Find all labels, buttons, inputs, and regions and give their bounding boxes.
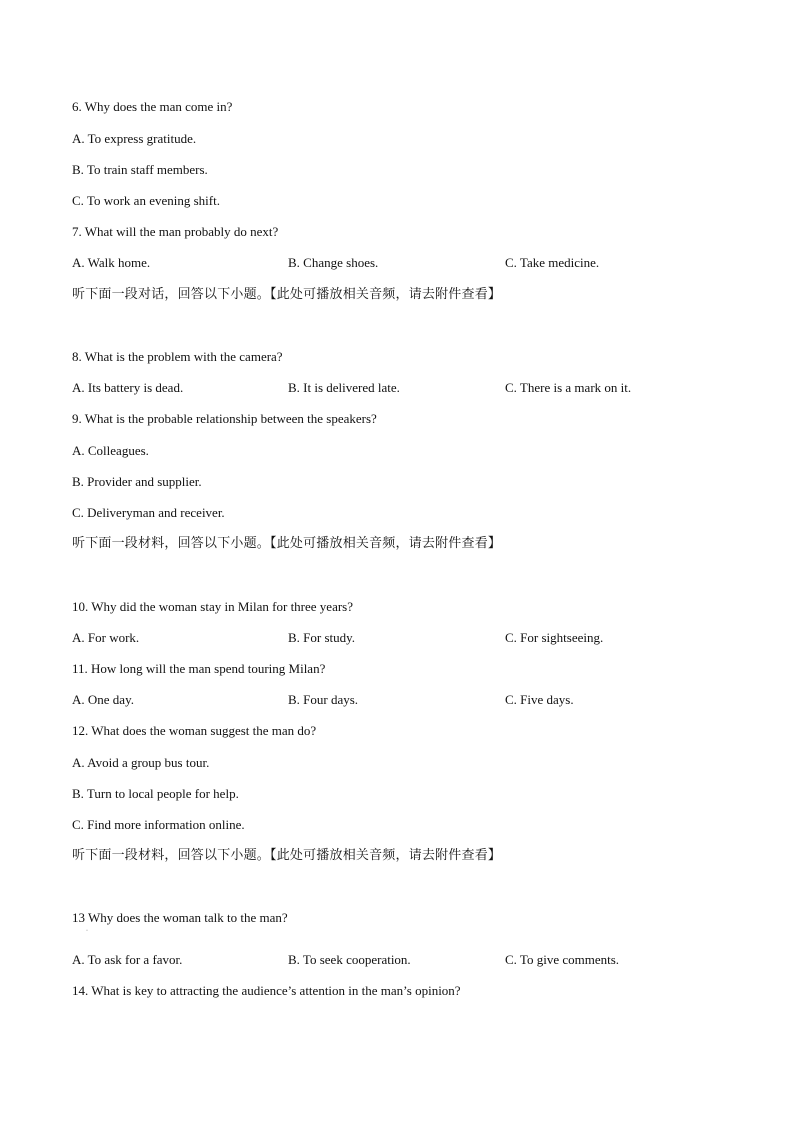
audio-instruction-1: 听下面一段对话，回答以下小题。【此处可播放相关音频，请去附件查看】	[72, 287, 502, 302]
question-9-option-c: C. Deliveryman and receiver.	[72, 505, 225, 520]
question-12-option-a: A. Avoid a group bus tour.	[72, 755, 210, 770]
question-9-option-b: B. Provider and supplier.	[72, 474, 202, 489]
question-6-option-b: B. To train staff members.	[72, 162, 208, 177]
question-6-option-a: A. To express gratitude.	[72, 131, 197, 146]
question-7-option-b: B. Change shoes.	[288, 255, 379, 270]
question-13-option-a: A. To ask for a favor.	[72, 952, 183, 967]
question-8-option-b: B. It is delivered late.	[288, 380, 400, 395]
question-8-stem: 8. What is the problem with the camera?	[72, 349, 283, 364]
question-8-option-a: A. Its battery is dead.	[72, 380, 184, 395]
question-9-stem: 9. What is the probable relationship between the speakers?	[72, 411, 377, 426]
question-12-stem: 12. What does the woman suggest the man do?	[72, 723, 317, 738]
question-13-mark: ·	[86, 928, 88, 934]
question-10-option-c: C. For sightseeing.	[505, 630, 604, 645]
question-12-option-c: C. Find more information online.	[72, 817, 245, 832]
question-13-option-b: B. To seek cooperation.	[288, 952, 411, 967]
question-6-stem: 6. Why does the man come in?	[72, 99, 233, 114]
question-12-option-b: B. Turn to local people for help.	[72, 786, 239, 801]
question-7-stem: 7. What will the man probably do next?	[72, 224, 279, 239]
audio-instruction-3: 听下面一段材料，回答以下小题。【此处可播放相关音频，请去附件查看】	[72, 848, 502, 863]
question-6-option-c: C. To work an evening shift.	[72, 193, 220, 208]
question-10-option-a: A. For work.	[72, 630, 140, 645]
question-10-stem: 10. Why did the woman stay in Milan for three years?	[72, 599, 353, 614]
question-11-option-b: B. Four days.	[288, 692, 359, 707]
question-7-option-c: C. Take medicine.	[505, 255, 600, 270]
question-14-stem: 14. What is key to attracting the audience’s attention in the man’s opinion?	[72, 983, 461, 998]
question-10-option-b: B. For study.	[288, 630, 356, 645]
question-11-option-a: A. One day.	[72, 692, 134, 707]
question-7-option-a: A. Walk home.	[72, 255, 151, 270]
audio-instruction-2: 听下面一段材料，回答以下小题。【此处可播放相关音频，请去附件查看】	[72, 536, 502, 551]
question-11-option-c: C. Five days.	[505, 692, 574, 707]
question-8-option-c: C. There is a mark on it.	[505, 380, 632, 395]
question-13-option-c: C. To give comments.	[505, 952, 620, 967]
question-13-stem: 13 Why does the woman talk to the man?	[72, 910, 288, 925]
question-9-option-a: A. Colleagues.	[72, 443, 149, 458]
question-11-stem: 11. How long will the man spend touring Milan?	[72, 661, 326, 676]
